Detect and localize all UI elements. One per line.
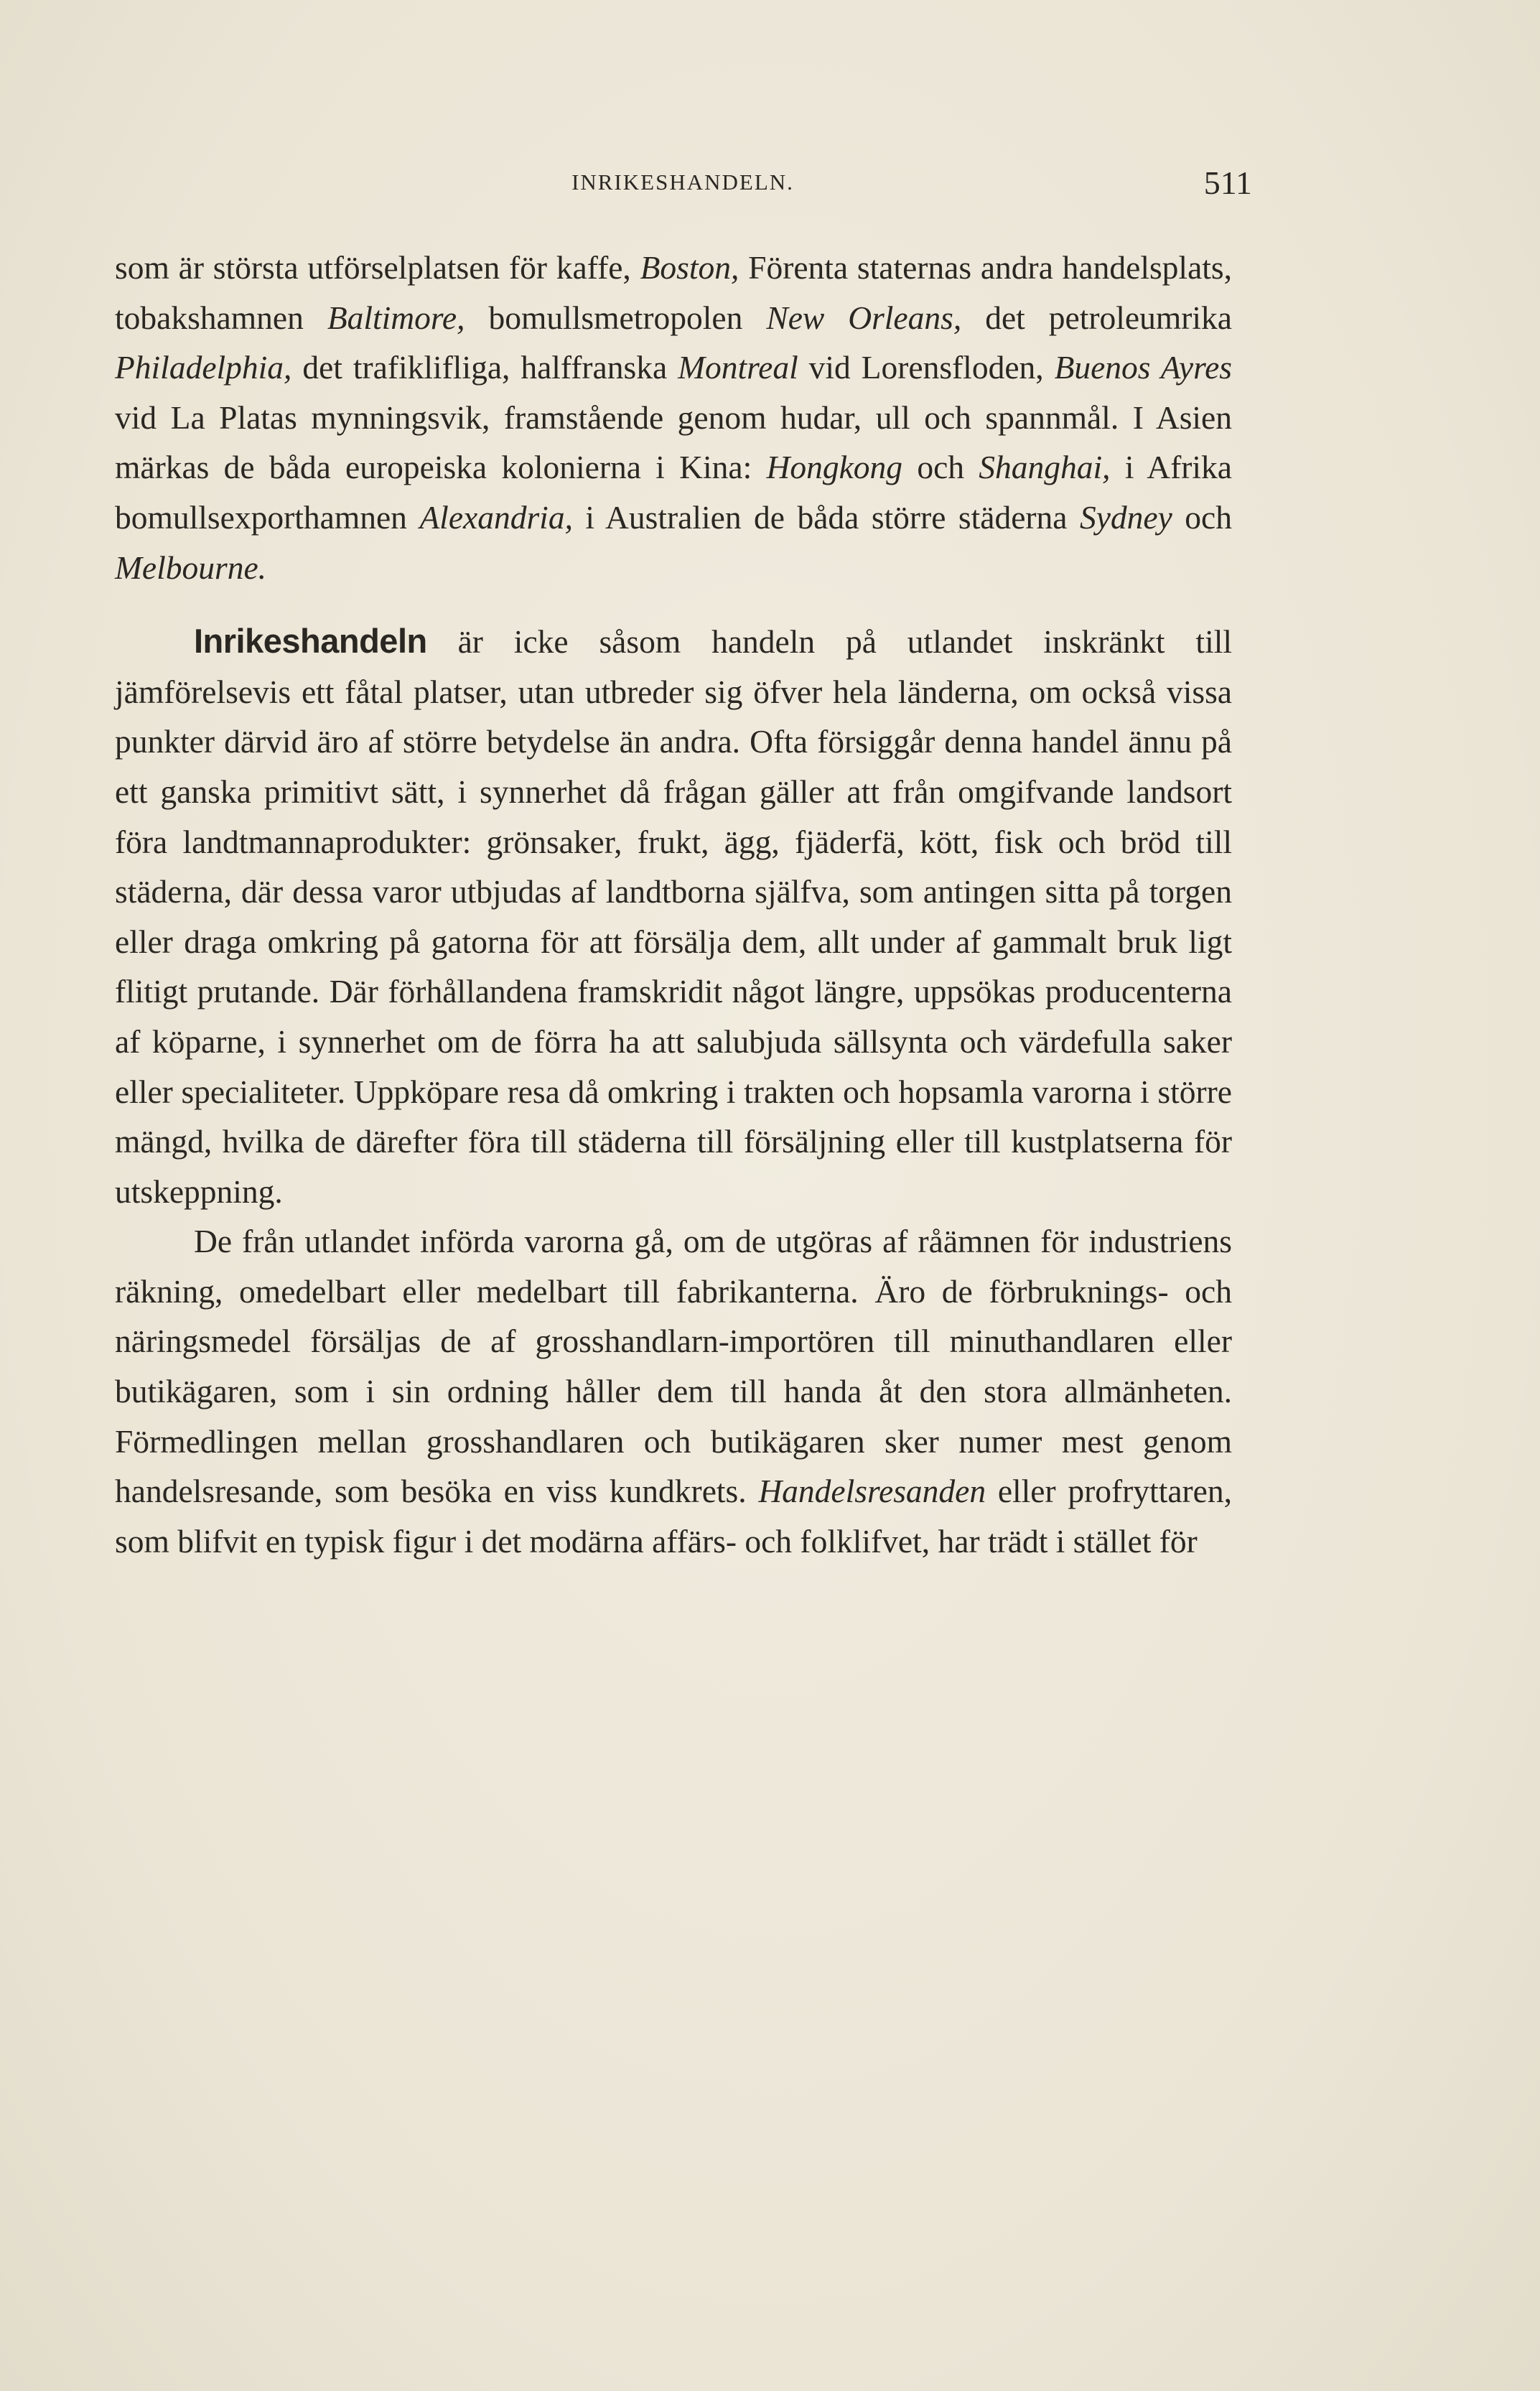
text-run: och xyxy=(902,449,979,486)
text-run: i Afrika bomullsexporthamnen xyxy=(115,449,1232,536)
italic-term: Melbourne. xyxy=(115,549,267,586)
page-number: 511 xyxy=(1203,164,1252,201)
text-run: det trafiklifliga, halffranska xyxy=(291,349,678,386)
italic-term: Boston, xyxy=(640,249,739,286)
text-run: eller profryttaren, som blifvit en typisk figur i det modärna affärs- och folklifvet, har trädt i stället för xyxy=(115,1473,1233,1560)
italic-term: Montreal xyxy=(678,349,798,386)
italic-term: Alexandria, xyxy=(419,498,573,536)
text-run: De från utlandet införda varorna gå, om de utgöras af råämnen för industriens räkning, omedelbart eller medelbart till fabrikanterna. Äro de förbruknings- och näringsmedel försäljas de af grosshandlarn-importören till minuthandlaren eller butikägaren, som i sin ordning håller dem till handa åt den stora allmänheten. Förmedlingen mellan grosshandlaren och butikägaren sker numer mest genom handelsresande, som besöka en viss kundkrets. xyxy=(115,1223,1232,1510)
text-run: är icke såsom handeln på utlandet inskränkt till jämförelsevis ett fåtal platser, utan utbreder sig öfver hela länderna, om också vissa punkter därvid äro af större betydelse än andra. Ofta försiggår denna handel ännu på ett ganska primitivt sätt, i synnerhet då frågan gäller att från omgifvande landsort föra landtmannaprodukter: grönsaker, frukt, ägg, fjäderfä, kött, fisk och bröd till städerna, där dessa varor utbjudas af landtborna själfva, som antingen sitta på torgen eller draga omkring på gatorna för att försälja dem, allt under af gammalt bruk ligt flitigt prutande. Där förhållandena framskridit något längre, uppsökas producenterna af köparne, i synnerhet om de förra ha att salubjuda sällsynta och värdefulla saker eller specialiteter. Uppköpare resa då omkring i trakten och hopsamla varorna i större mängd, hvilka de därefter föra till städerna till försäljning eller till kustplatserna för utskeppning. xyxy=(115,623,1232,1210)
text-run: Förenta staternas andra handelsplats, tobakshamnen xyxy=(115,249,1232,336)
paragraph-imported-goods xyxy=(115,1216,1232,1566)
text-run: vid La Platas mynningsvik, framstående genom hudar, ull och spannmål. I Asien märkas de båda europeiska kolonierna i Kina: xyxy=(115,398,1232,486)
text-run: vid Lorensfloden, xyxy=(798,349,1055,386)
body-text xyxy=(115,243,1232,1566)
italic-term: Shanghai, xyxy=(979,449,1111,486)
text-run: som är största utförselplatsen för kaffe, xyxy=(115,249,640,286)
text-run: och xyxy=(1172,498,1233,536)
text-run: i Australien de båda större städerna xyxy=(572,498,1080,536)
paragraph-inrikeshandeln xyxy=(115,616,1232,1216)
italic-term: Philadelphia, xyxy=(115,349,292,386)
text-run: bomullsmetropolen xyxy=(465,299,767,336)
text-run: det petroleumrika xyxy=(961,299,1232,336)
italic-term: Hongkong xyxy=(766,449,903,486)
section-lead-word: Inrikeshandeln xyxy=(194,622,427,661)
italic-term: Buenos Ayres xyxy=(1054,349,1232,386)
italic-term: Sydney xyxy=(1079,498,1172,536)
page-header xyxy=(113,164,1252,213)
paragraph-ports xyxy=(115,243,1232,592)
running-head: INRIKESHANDELN. xyxy=(571,169,794,195)
italic-term: Handelsresanden xyxy=(758,1473,986,1510)
italic-term: New Orleans, xyxy=(766,299,962,336)
italic-term: Baltimore, xyxy=(327,299,465,336)
